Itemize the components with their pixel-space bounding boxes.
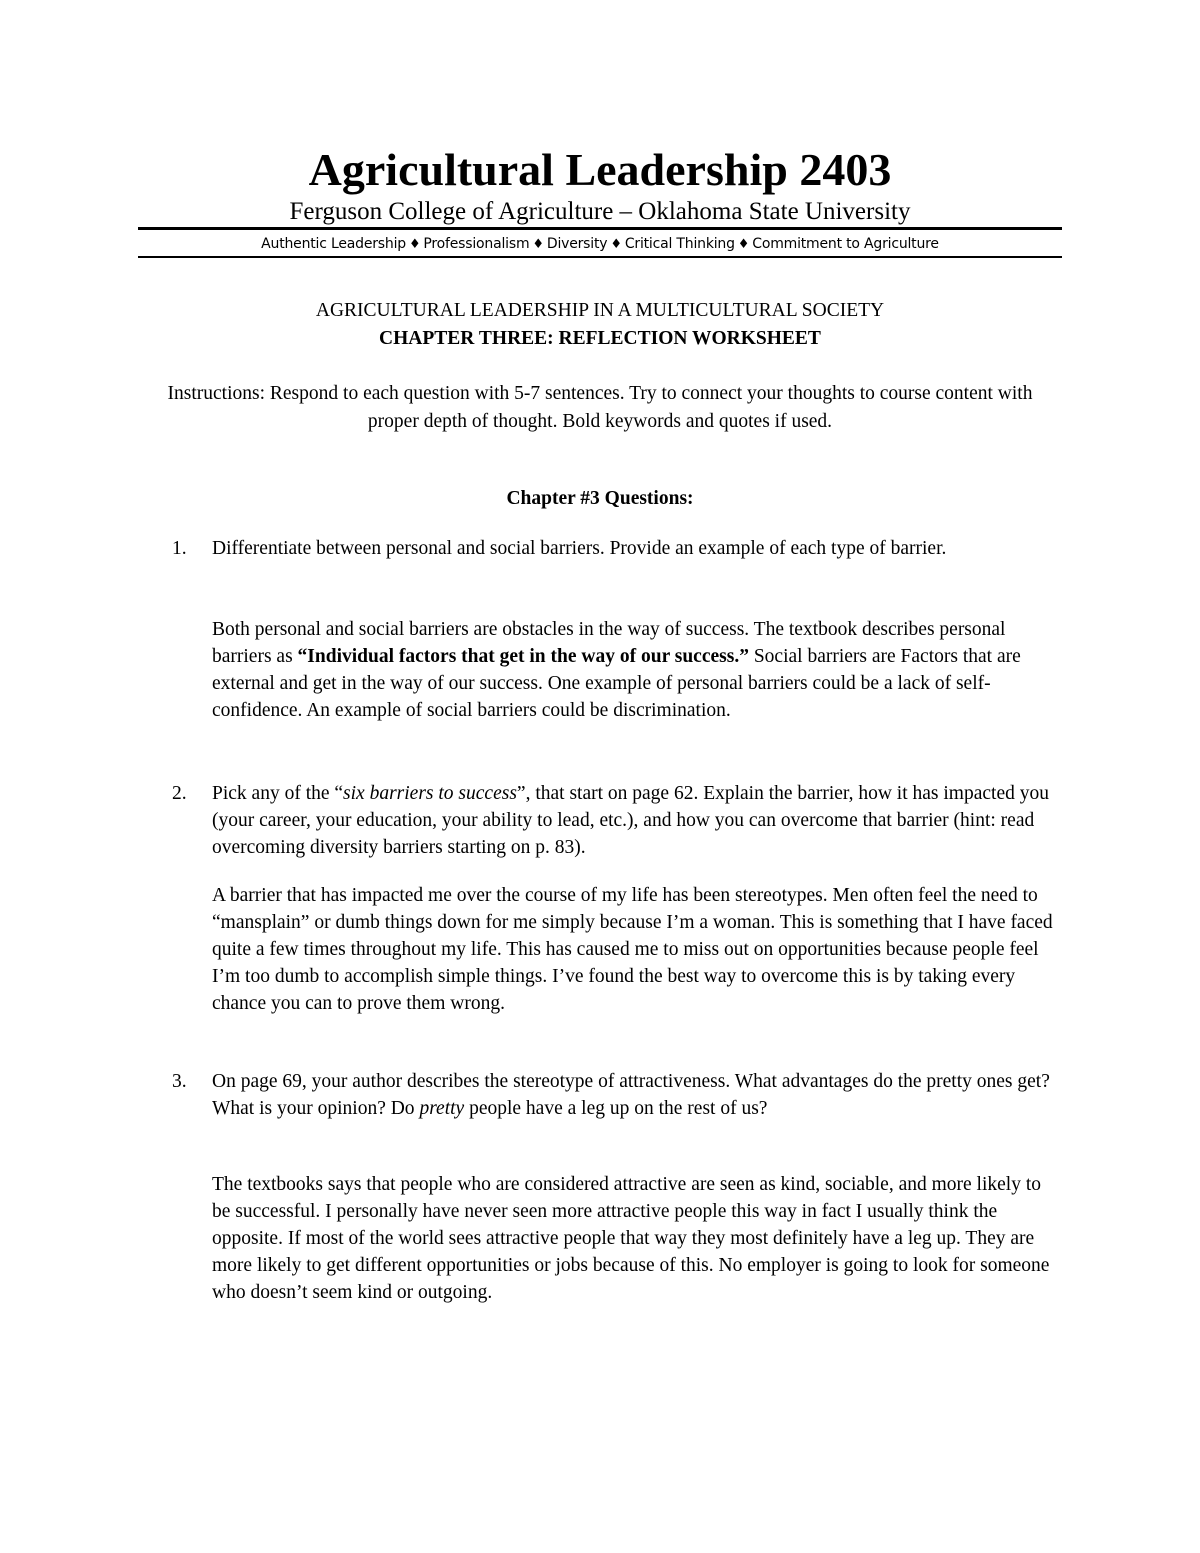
diamond-icon: ♦	[737, 237, 750, 252]
question-emphasis: pretty	[419, 1098, 465, 1119]
diamond-icon: ♦	[532, 237, 544, 252]
question-number: 1.	[172, 538, 187, 559]
answer-text: Both personal and social barriers are obstacles in the way of success. The textbook describes personal barriers as	[212, 619, 1006, 667]
answer-3: The textbooks says that people who are considered attractive are seen as kind, sociable, and more likely to be successful. I personally have never seen more attractive people this way in fact I usually think the opposite. If most of the world sees attractive people that way they most definitely have a leg up. They are more likely to get different opportunities or jobs because of this. No employer is going to look for someone who doesn’t seem kind or outgoing.	[212, 1174, 1050, 1303]
answer-1	[212, 616, 1057, 724]
header-rule-bottom	[138, 256, 1062, 258]
question-text	[212, 780, 1052, 861]
question-text-part: Pick any of the “	[212, 783, 344, 804]
question-text-part: people have a leg up on the rest of us?	[464, 1098, 768, 1119]
question-text: Differentiate between personal and social barriers. Provide an example of each type of barrier.	[212, 538, 947, 559]
question-text	[212, 1068, 1052, 1122]
value-item: Professionalism	[423, 236, 530, 252]
core-values-line	[0, 234, 1200, 255]
question-1	[172, 535, 1052, 562]
question-text-part: On page 69, your author describes the stereotype of attractiveness. What advantages do the pretty ones get? What is your opinion? Do	[212, 1071, 1050, 1119]
section-heading: Chapter #3 Questions:	[506, 488, 694, 509]
value-item: Authentic Leadership	[261, 236, 406, 252]
value-item: Diversity	[546, 236, 608, 252]
question-number: 2.	[172, 783, 187, 804]
answer-2: A barrier that has impacted me over the course of my life has been stereotypes. Men often feel the need to “mansplain” or dumb things down for me simply because I’m a woman. This is something that I have faced quite a few times throughout my life. This has caused me to miss out on opportunities because people feel I’m too dumb to accomplish simple things. I’ve found the best way to overcome this is by taking every chance you can to prove them wrong.	[212, 885, 1053, 1014]
instructions: Instructions: Respond to each question with 5-7 sentences. Try to connect your thoughts to course content with proper depth of thought. Bold keywords and quotes if used.	[167, 383, 1033, 432]
question-3	[172, 1068, 1052, 1122]
worksheet-title: AGRICULTURAL LEADERSHIP IN A MULTICULTURAL SOCIETY	[315, 300, 885, 321]
question-text-part: ”, that start on page 62. Explain the barrier, how it has impacted you (your career, your education, your ability to lead, etc.), and how you can overcome that barrier (hint: read overcoming diversity barriers starting on p. 83).	[212, 783, 1049, 858]
value-item: Commitment to Agriculture	[752, 236, 939, 252]
course-title: Agricultural Leadership 2403	[308, 144, 892, 195]
diamond-icon: ♦	[610, 237, 622, 252]
header-rule-top	[138, 227, 1062, 230]
question-emphasis: six barriers to success	[343, 783, 517, 804]
answer-quote: “Individual factors that get in the way of our success.”	[297, 646, 749, 667]
question-2	[172, 780, 1052, 861]
college-subtitle: Ferguson College of Agriculture – Oklahoma State University	[289, 198, 911, 225]
question-number: 3.	[172, 1071, 187, 1092]
diamond-icon: ♦	[408, 237, 421, 252]
worksheet-subtitle: CHAPTER THREE: REFLECTION WORKSHEET	[379, 328, 821, 349]
answer-text: Social barriers are Factors that are external and get in the way of our success. One example of personal barriers could be a lack of self-confidence. An example of social barriers could be discrimination.	[212, 646, 1021, 721]
value-item: Critical Thinking	[624, 236, 735, 252]
